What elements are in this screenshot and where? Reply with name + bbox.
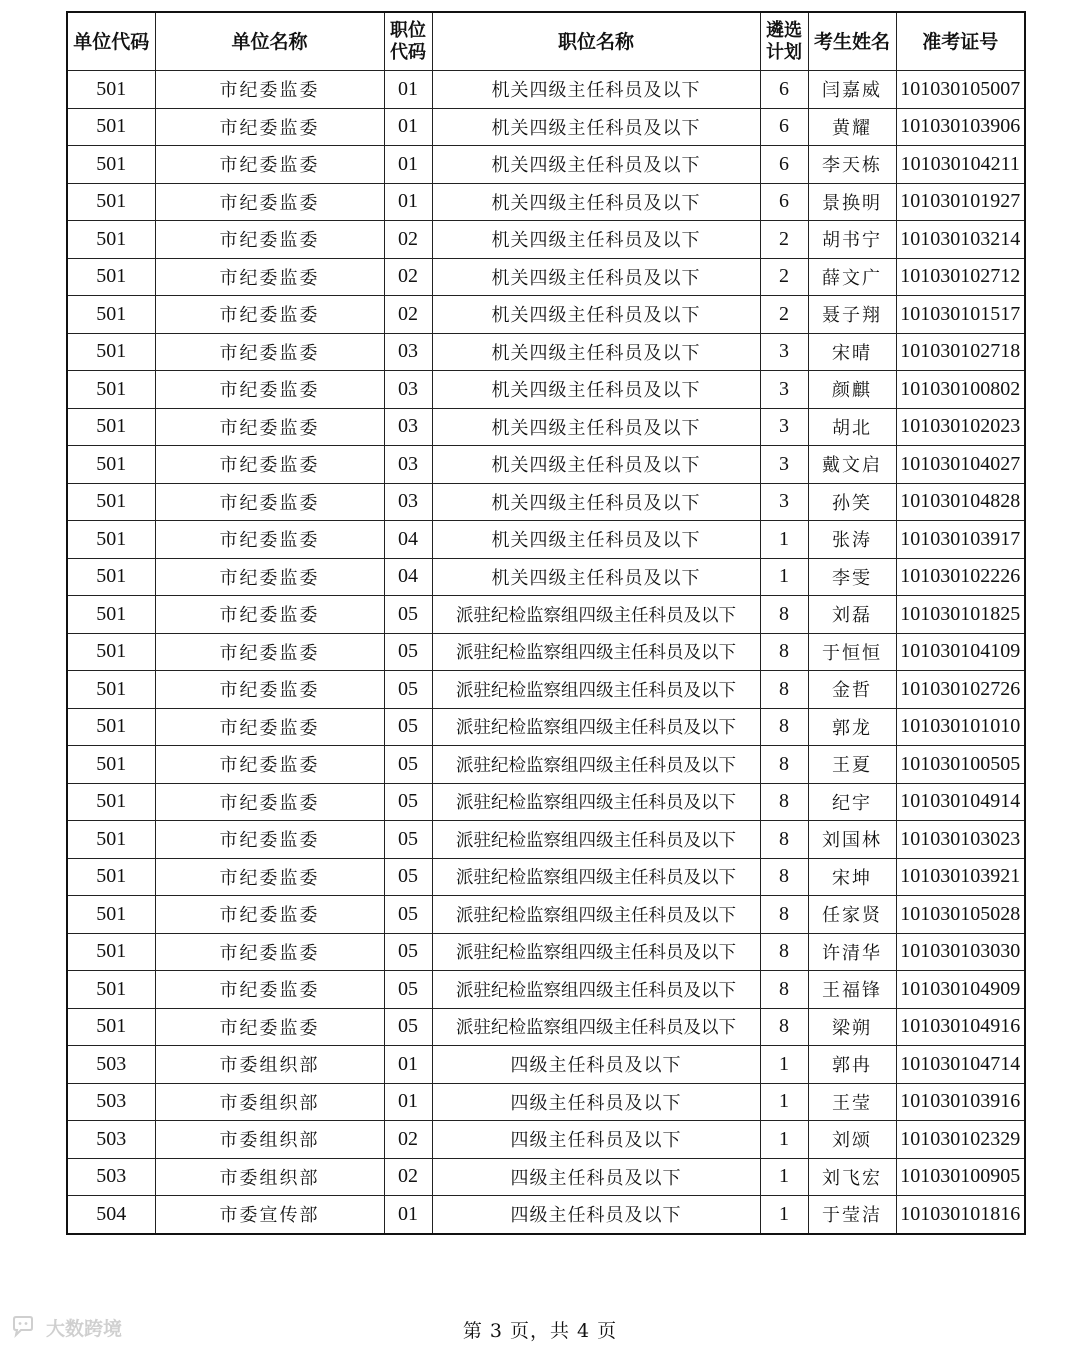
cell-unit-code: 501 — [67, 371, 155, 409]
cell-position-name: 四级主任科员及以下 — [432, 1121, 760, 1159]
cell-selection-plan: 8 — [760, 783, 808, 821]
cell-unit-name: 市纪委监委 — [155, 896, 384, 934]
cell-ticket-number: 101030104828 — [896, 483, 1025, 521]
cell-ticket-number: 101030104109 — [896, 633, 1025, 671]
cell-candidate-name: 聂子翔 — [808, 296, 896, 334]
cell-position-code: 05 — [384, 671, 432, 709]
cell-unit-code: 501 — [67, 296, 155, 334]
cell-candidate-name: 郭冉 — [808, 1046, 896, 1084]
cell-position-name: 派驻纪检监察组四级主任科员及以下 — [432, 596, 760, 634]
cell-unit-name: 市纪委监委 — [155, 746, 384, 784]
cell-position-name: 机关四级主任科员及以下 — [432, 521, 760, 559]
cell-unit-code: 503 — [67, 1046, 155, 1084]
cell-selection-plan: 8 — [760, 633, 808, 671]
cell-unit-code: 501 — [67, 783, 155, 821]
cell-unit-name: 市纪委监委 — [155, 1008, 384, 1046]
cell-position-code: 04 — [384, 558, 432, 596]
cell-position-code: 05 — [384, 971, 432, 1009]
cell-position-code: 04 — [384, 521, 432, 559]
cell-position-name: 派驻纪检监察组四级主任科员及以下 — [432, 708, 760, 746]
cell-candidate-name: 孙笑 — [808, 483, 896, 521]
cell-position-code: 01 — [384, 108, 432, 146]
cell-unit-code: 501 — [67, 221, 155, 259]
cell-candidate-name: 胡北 — [808, 408, 896, 446]
cell-candidate-name: 梁朔 — [808, 1008, 896, 1046]
cell-ticket-number: 101030103921 — [896, 858, 1025, 896]
cell-ticket-number: 101030101517 — [896, 296, 1025, 334]
cell-selection-plan: 8 — [760, 596, 808, 634]
cell-unit-code: 501 — [67, 671, 155, 709]
cell-ticket-number: 101030104916 — [896, 1008, 1025, 1046]
cell-position-name: 派驻纪检监察组四级主任科员及以下 — [432, 1008, 760, 1046]
cell-selection-plan: 8 — [760, 933, 808, 971]
cell-position-name: 派驻纪检监察组四级主任科员及以下 — [432, 671, 760, 709]
cell-ticket-number: 101030100505 — [896, 746, 1025, 784]
cell-position-code: 02 — [384, 1121, 432, 1159]
cell-unit-name: 市委组织部 — [155, 1046, 384, 1084]
cell-selection-plan: 3 — [760, 333, 808, 371]
cell-position-code: 05 — [384, 708, 432, 746]
cell-position-code: 05 — [384, 1008, 432, 1046]
cell-position-code: 03 — [384, 446, 432, 484]
table-row — [67, 408, 1025, 446]
header-selection-plan-line1: 遴选 — [766, 19, 802, 41]
header-ticket-number: 准考证号 — [896, 12, 1025, 71]
candidate-table — [66, 11, 1026, 1235]
cell-candidate-name: 张涛 — [808, 521, 896, 559]
cell-unit-code: 501 — [67, 483, 155, 521]
cell-candidate-name: 于恒恒 — [808, 633, 896, 671]
table-row — [67, 971, 1025, 1009]
cell-unit-name: 市纪委监委 — [155, 71, 384, 109]
cell-candidate-name: 李雯 — [808, 558, 896, 596]
cell-selection-plan: 1 — [760, 1083, 808, 1121]
cell-position-name: 派驻纪检监察组四级主任科员及以下 — [432, 933, 760, 971]
cell-unit-code: 501 — [67, 858, 155, 896]
cell-unit-code: 501 — [67, 146, 155, 184]
cell-unit-code: 501 — [67, 746, 155, 784]
cell-ticket-number: 101030102023 — [896, 408, 1025, 446]
cell-unit-name: 市纪委监委 — [155, 446, 384, 484]
cell-position-code: 02 — [384, 296, 432, 334]
cell-ticket-number: 101030102718 — [896, 333, 1025, 371]
cell-ticket-number: 101030101927 — [896, 183, 1025, 221]
table-row — [67, 558, 1025, 596]
cell-position-name: 派驻纪检监察组四级主任科员及以下 — [432, 858, 760, 896]
cell-candidate-name: 任家贤 — [808, 896, 896, 934]
table-row — [67, 108, 1025, 146]
cell-selection-plan: 8 — [760, 746, 808, 784]
cell-unit-name: 市纪委监委 — [155, 333, 384, 371]
table-row — [67, 333, 1025, 371]
cell-position-name: 机关四级主任科员及以下 — [432, 408, 760, 446]
cell-unit-name: 市委组织部 — [155, 1158, 384, 1196]
cell-unit-name: 市纪委监委 — [155, 821, 384, 859]
cell-position-code: 05 — [384, 633, 432, 671]
table-row — [67, 1158, 1025, 1196]
cell-unit-code: 501 — [67, 521, 155, 559]
cell-position-name: 机关四级主任科员及以下 — [432, 108, 760, 146]
cell-selection-plan: 3 — [760, 371, 808, 409]
cell-candidate-name: 刘颂 — [808, 1121, 896, 1159]
cell-unit-code: 503 — [67, 1083, 155, 1121]
cell-selection-plan: 3 — [760, 408, 808, 446]
table-row — [67, 933, 1025, 971]
cell-candidate-name: 颜麒 — [808, 371, 896, 409]
cell-selection-plan: 2 — [760, 221, 808, 259]
cell-ticket-number: 101030101825 — [896, 596, 1025, 634]
cell-position-code: 01 — [384, 183, 432, 221]
cell-unit-code: 501 — [67, 971, 155, 1009]
header-selection-plan-line2: 计划 — [766, 41, 802, 63]
cell-position-code: 05 — [384, 858, 432, 896]
cell-position-code: 05 — [384, 746, 432, 784]
cell-candidate-name: 王夏 — [808, 746, 896, 784]
cell-ticket-number: 101030103023 — [896, 821, 1025, 859]
header-selection-plan — [760, 12, 808, 71]
cell-unit-code: 503 — [67, 1121, 155, 1159]
cell-selection-plan: 6 — [760, 146, 808, 184]
table-row — [67, 446, 1025, 484]
cell-ticket-number: 101030105007 — [896, 71, 1025, 109]
header-position-code-line1: 职位 — [390, 19, 426, 41]
cell-position-code: 01 — [384, 1083, 432, 1121]
cell-selection-plan: 2 — [760, 296, 808, 334]
cell-candidate-name: 刘飞宏 — [808, 1158, 896, 1196]
cell-selection-plan: 3 — [760, 483, 808, 521]
cell-unit-name: 市纪委监委 — [155, 108, 384, 146]
table-row — [67, 671, 1025, 709]
cell-selection-plan: 8 — [760, 858, 808, 896]
table-row — [67, 896, 1025, 934]
cell-position-name: 机关四级主任科员及以下 — [432, 446, 760, 484]
cell-position-name: 机关四级主任科员及以下 — [432, 146, 760, 184]
cell-position-name: 派驻纪检监察组四级主任科员及以下 — [432, 783, 760, 821]
cell-position-name: 机关四级主任科员及以下 — [432, 371, 760, 409]
cell-selection-plan: 8 — [760, 821, 808, 859]
cell-selection-plan: 1 — [760, 1121, 808, 1159]
cell-position-name: 机关四级主任科员及以下 — [432, 183, 760, 221]
cell-candidate-name: 王福锋 — [808, 971, 896, 1009]
cell-unit-name: 市委组织部 — [155, 1083, 384, 1121]
cell-ticket-number: 101030104714 — [896, 1046, 1025, 1084]
cell-unit-name: 市纪委监委 — [155, 521, 384, 559]
cell-unit-name: 市纪委监委 — [155, 483, 384, 521]
cell-selection-plan: 8 — [760, 971, 808, 1009]
cell-position-code: 02 — [384, 1158, 432, 1196]
cell-selection-plan: 1 — [760, 1046, 808, 1084]
cell-unit-name: 市纪委监委 — [155, 596, 384, 634]
cell-candidate-name: 戴文启 — [808, 446, 896, 484]
cell-position-name: 机关四级主任科员及以下 — [432, 71, 760, 109]
cell-position-name: 机关四级主任科员及以下 — [432, 221, 760, 259]
cell-unit-name: 市纪委监委 — [155, 296, 384, 334]
cell-position-code: 05 — [384, 896, 432, 934]
cell-unit-name: 市纪委监委 — [155, 408, 384, 446]
cell-unit-name: 市纪委监委 — [155, 558, 384, 596]
cell-unit-code: 501 — [67, 633, 155, 671]
cell-candidate-name: 宋坤 — [808, 858, 896, 896]
cell-selection-plan: 3 — [760, 446, 808, 484]
cell-selection-plan: 8 — [760, 1008, 808, 1046]
cell-unit-code: 501 — [67, 933, 155, 971]
cell-selection-plan: 8 — [760, 896, 808, 934]
cell-candidate-name: 于莹洁 — [808, 1196, 896, 1234]
cell-ticket-number: 101030102329 — [896, 1121, 1025, 1159]
cell-candidate-name: 王莹 — [808, 1083, 896, 1121]
cell-candidate-name: 李天栋 — [808, 146, 896, 184]
page-number-footer: 第 3 页，共 4 页 — [462, 1320, 618, 1342]
cell-unit-code: 501 — [67, 333, 155, 371]
cell-selection-plan: 6 — [760, 71, 808, 109]
cell-ticket-number: 101030104027 — [896, 446, 1025, 484]
cell-unit-name: 市纪委监委 — [155, 146, 384, 184]
cell-ticket-number: 101030102712 — [896, 258, 1025, 296]
cell-ticket-number: 101030104909 — [896, 971, 1025, 1009]
table-row — [67, 1083, 1025, 1121]
cell-selection-plan: 1 — [760, 1196, 808, 1234]
cell-unit-code: 501 — [67, 108, 155, 146]
table-row — [67, 1046, 1025, 1084]
table-row — [67, 596, 1025, 634]
cell-position-code: 01 — [384, 1196, 432, 1234]
cell-position-name: 机关四级主任科员及以下 — [432, 333, 760, 371]
cell-ticket-number: 101030104211 — [896, 146, 1025, 184]
cell-ticket-number: 101030103030 — [896, 933, 1025, 971]
cell-position-name: 四级主任科员及以下 — [432, 1046, 760, 1084]
table-row — [67, 1196, 1025, 1234]
cell-selection-plan: 1 — [760, 558, 808, 596]
cell-position-name: 派驻纪检监察组四级主任科员及以下 — [432, 746, 760, 784]
cell-candidate-name: 宋晴 — [808, 333, 896, 371]
header-position-name: 职位名称 — [432, 12, 760, 71]
cell-unit-code: 501 — [67, 558, 155, 596]
cell-candidate-name: 金哲 — [808, 671, 896, 709]
cell-ticket-number: 101030102226 — [896, 558, 1025, 596]
cell-position-code: 03 — [384, 333, 432, 371]
cell-position-name: 派驻纪检监察组四级主任科员及以下 — [432, 971, 760, 1009]
table-row — [67, 633, 1025, 671]
cell-ticket-number: 101030101010 — [896, 708, 1025, 746]
cell-unit-code: 501 — [67, 821, 155, 859]
cell-position-code: 05 — [384, 596, 432, 634]
watermark-text: 大数跨境 — [46, 1317, 123, 1340]
header-position-code — [384, 12, 432, 71]
cell-unit-name: 市纪委监委 — [155, 971, 384, 1009]
cell-candidate-name: 许清华 — [808, 933, 896, 971]
cell-selection-plan: 6 — [760, 108, 808, 146]
table-row — [67, 821, 1025, 859]
cell-candidate-name: 胡书宁 — [808, 221, 896, 259]
table-row — [67, 371, 1025, 409]
cell-unit-name: 市纪委监委 — [155, 633, 384, 671]
cell-ticket-number: 101030104914 — [896, 783, 1025, 821]
table-row — [67, 146, 1025, 184]
cell-position-code: 05 — [384, 783, 432, 821]
cell-candidate-name: 薛文广 — [808, 258, 896, 296]
table-body — [67, 71, 1025, 1234]
cell-position-name: 机关四级主任科员及以下 — [432, 296, 760, 334]
cell-candidate-name: 景换明 — [808, 183, 896, 221]
cell-candidate-name: 郭龙 — [808, 708, 896, 746]
cell-position-code: 05 — [384, 933, 432, 971]
cell-position-name: 派驻纪检监察组四级主任科员及以下 — [432, 896, 760, 934]
cell-unit-name: 市纪委监委 — [155, 371, 384, 409]
cell-ticket-number: 101030103906 — [896, 108, 1025, 146]
table-row — [67, 483, 1025, 521]
cell-position-code: 01 — [384, 1046, 432, 1084]
table-row — [67, 708, 1025, 746]
cell-ticket-number: 101030100802 — [896, 371, 1025, 409]
header-row — [67, 12, 1025, 71]
cell-candidate-name: 黄耀 — [808, 108, 896, 146]
cell-ticket-number: 101030101816 — [896, 1196, 1025, 1234]
table-row — [67, 521, 1025, 559]
cell-unit-name: 市纪委监委 — [155, 221, 384, 259]
cell-position-name: 四级主任科员及以下 — [432, 1158, 760, 1196]
cell-position-code: 02 — [384, 258, 432, 296]
cell-unit-code: 501 — [67, 258, 155, 296]
cell-unit-name: 市纪委监委 — [155, 183, 384, 221]
cell-unit-code: 503 — [67, 1158, 155, 1196]
table-row — [67, 221, 1025, 259]
header-unit-name: 单位名称 — [155, 12, 384, 71]
cell-unit-code: 501 — [67, 896, 155, 934]
table-row — [67, 1008, 1025, 1046]
cell-ticket-number: 101030103214 — [896, 221, 1025, 259]
cell-unit-name: 市纪委监委 — [155, 783, 384, 821]
cell-position-name: 四级主任科员及以下 — [432, 1083, 760, 1121]
table-row — [67, 296, 1025, 334]
cell-position-code: 05 — [384, 821, 432, 859]
header-candidate-name: 考生姓名 — [808, 12, 896, 71]
cell-selection-plan: 8 — [760, 708, 808, 746]
cell-position-code: 03 — [384, 483, 432, 521]
cell-position-code: 03 — [384, 408, 432, 446]
cell-candidate-name: 刘国林 — [808, 821, 896, 859]
cell-unit-name: 市纪委监委 — [155, 708, 384, 746]
table-row — [67, 746, 1025, 784]
cell-unit-code: 504 — [67, 1196, 155, 1234]
cell-selection-plan: 2 — [760, 258, 808, 296]
cell-unit-name: 市委组织部 — [155, 1121, 384, 1159]
cell-unit-code: 501 — [67, 1008, 155, 1046]
cell-ticket-number: 101030103916 — [896, 1083, 1025, 1121]
cell-position-name: 机关四级主任科员及以下 — [432, 258, 760, 296]
cell-position-name: 四级主任科员及以下 — [432, 1196, 760, 1234]
cell-candidate-name: 纪宇 — [808, 783, 896, 821]
cell-unit-name: 市纪委监委 — [155, 858, 384, 896]
cell-ticket-number: 101030105028 — [896, 896, 1025, 934]
cell-ticket-number: 101030103917 — [896, 521, 1025, 559]
table-row — [67, 183, 1025, 221]
cell-unit-code: 501 — [67, 71, 155, 109]
cell-unit-code: 501 — [67, 596, 155, 634]
cell-position-code: 03 — [384, 371, 432, 409]
cell-position-name: 机关四级主任科员及以下 — [432, 558, 760, 596]
cell-position-code: 02 — [384, 221, 432, 259]
cell-unit-name: 市纪委监委 — [155, 258, 384, 296]
cell-unit-code: 501 — [67, 183, 155, 221]
cell-selection-plan: 6 — [760, 183, 808, 221]
table-row — [67, 71, 1025, 109]
cell-ticket-number: 101030100905 — [896, 1158, 1025, 1196]
cell-unit-code: 501 — [67, 408, 155, 446]
table-row — [67, 858, 1025, 896]
cell-ticket-number: 101030102726 — [896, 671, 1025, 709]
document-sheet — [66, 11, 1024, 1235]
table-row — [67, 1121, 1025, 1159]
table-row — [67, 783, 1025, 821]
cell-unit-code: 501 — [67, 446, 155, 484]
cell-position-code: 01 — [384, 71, 432, 109]
cell-selection-plan: 8 — [760, 671, 808, 709]
cell-selection-plan: 1 — [760, 521, 808, 559]
cell-unit-name: 市纪委监委 — [155, 933, 384, 971]
cell-candidate-name: 闫嘉威 — [808, 71, 896, 109]
header-position-code-line2: 代码 — [390, 41, 426, 63]
cell-unit-code: 501 — [67, 708, 155, 746]
cell-unit-name: 市纪委监委 — [155, 671, 384, 709]
cell-position-name: 派驻纪检监察组四级主任科员及以下 — [432, 821, 760, 859]
cell-position-name: 机关四级主任科员及以下 — [432, 483, 760, 521]
table-row — [67, 258, 1025, 296]
cell-position-code: 01 — [384, 146, 432, 184]
header-unit-code: 单位代码 — [67, 12, 155, 71]
table-header — [67, 12, 1025, 71]
cell-position-name: 派驻纪检监察组四级主任科员及以下 — [432, 633, 760, 671]
cell-unit-name: 市委宣传部 — [155, 1196, 384, 1234]
cell-selection-plan: 1 — [760, 1158, 808, 1196]
cell-candidate-name: 刘磊 — [808, 596, 896, 634]
